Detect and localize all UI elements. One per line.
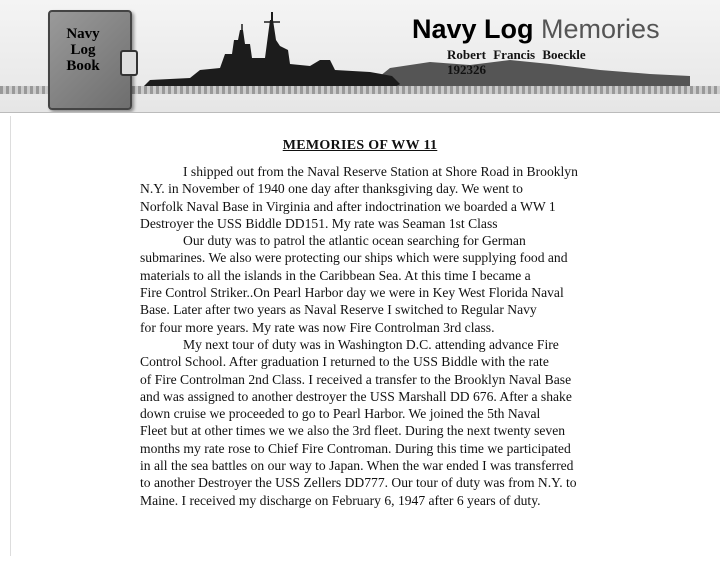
author-block — [447, 47, 586, 77]
logbook-word: Log — [70, 42, 96, 58]
navy-log-book-logo — [48, 10, 132, 110]
memoir-line: of Fire Controlman 2nd Class. I received a transfer to the Brooklyn Naval Base — [140, 371, 572, 387]
page-header — [0, 0, 720, 113]
memoir-line: in all the sea battles on our way to Japan. When the war ended I was transferred — [140, 458, 574, 474]
memoir-line: Destroyer the USS Biddle DD151. My rate was Seaman 1st Class — [140, 215, 498, 231]
author-id: 192326 — [447, 62, 486, 77]
memoir-line: My next tour of duty was in Washington D.C. attending advance Fire — [183, 336, 559, 352]
logbook-word: Book — [66, 58, 100, 74]
memoir-line: Fleet but at other times we we also the 3rd fleet. During the next twenty seven — [140, 423, 566, 439]
brand-bold: Navy Log — [412, 14, 534, 44]
memoir-line: Norfolk Naval Base in Virginia and after indoctrination we boarded a WW 1 — [140, 198, 556, 214]
memoir-line: months my rate rose to Chief Fire Controman. During this time we participated — [140, 440, 571, 456]
memoir-line: Base. Later after two years as Naval Reserve I switched to Regular Navy — [140, 302, 537, 318]
brand-light: Memories — [541, 14, 660, 44]
logbook-word: Navy — [66, 26, 100, 42]
memoir-line: N.Y. in November of 1940 one day after thanksgiving day. We went to — [140, 181, 523, 197]
brand-title — [412, 14, 660, 45]
memoir-line: to another Destroyer the USS Zellers DD777. Our tour of duty was from N.Y. to — [140, 475, 577, 491]
memoir-text — [140, 163, 610, 509]
document-title: MEMORIES OF WW 11 — [282, 138, 438, 153]
book-clasp-icon — [120, 50, 138, 76]
author-name: Robert Francis Boeckle — [447, 47, 586, 62]
memoir-line: Control School. After graduation I returned to the USS Biddle with the rate — [140, 354, 549, 370]
memoir-line: Our duty was to patrol the atlantic ocean searching for German — [183, 233, 526, 249]
logbook-label — [60, 26, 106, 74]
memoir-line: submarines. We also were protecting our ships which were supplying food and — [140, 250, 568, 266]
memoir-line: for four more years. My rate was now Fire Controlman 3rd class. — [140, 319, 495, 335]
memoir-line: and was assigned to another destroyer the USS Marshall DD 676. After a shake — [140, 388, 572, 404]
memoir-line: materials to all the islands in the Caribbean Sea. At this time I became a — [140, 267, 531, 283]
memoir-line: down cruise we proceeded to go to Pearl Harbor. We joined the 5th Naval — [140, 406, 541, 422]
memoir-line: Fire Control Striker..On Pearl Harbor day we were in Key West Florida Naval — [140, 285, 564, 301]
memoir-line: I shipped out from the Naval Reserve Station at Shore Road in Brooklyn — [183, 164, 578, 179]
memoir-line: Maine. I received my discharge on February 6, 1947 after 6 years of duty. — [140, 492, 541, 508]
